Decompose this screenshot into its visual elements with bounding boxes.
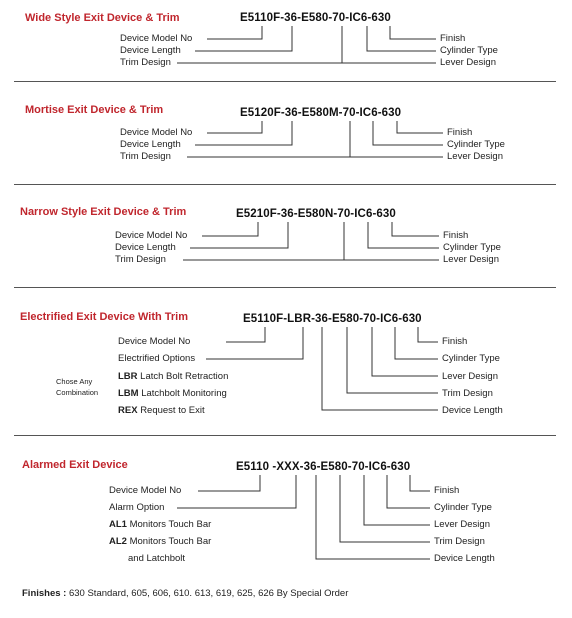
label-lever-design: Lever Design	[440, 57, 496, 68]
label-finish: Finish	[442, 336, 468, 347]
part-number-narrow-style: E5210F-36-E580N-70-IC6-630	[236, 208, 396, 220]
label-device-length: Device Length	[442, 405, 503, 416]
part-number-wide-style: E5110F-36-E580-70-IC6-630	[240, 12, 391, 24]
label-lever-design: Lever Design	[434, 519, 490, 530]
option-continuation: and Latchbolt	[128, 553, 186, 564]
option-code: AL1	[109, 519, 127, 530]
option-text: Monitors Touch Bar	[129, 519, 212, 530]
label-lever-design: Lever Design	[443, 254, 499, 265]
option-text: Request to Exit	[140, 405, 205, 416]
label-device-model-no: Device Model No	[109, 485, 182, 496]
label-cylinder-type: Cylinder Type	[447, 139, 505, 150]
label-device-length: Device Length	[120, 45, 181, 56]
finishes-label: Finishes :	[22, 588, 67, 599]
label-finish: Finish	[440, 33, 466, 44]
section-title-mortise: Mortise Exit Device & Trim	[25, 104, 164, 116]
option-text: Latchbolt Monitoring	[141, 388, 227, 399]
part-number-mortise: E5120F-36-E580M-70-IC6-630	[240, 107, 402, 119]
option-text: Latch Bolt Retraction	[140, 371, 229, 382]
finishes-note	[22, 588, 348, 599]
option-code: LBM	[118, 388, 139, 399]
option-code: AL2	[109, 536, 127, 547]
label-device-length: Device Length	[434, 553, 495, 564]
label-finish: Finish	[443, 230, 469, 241]
part-number-electrified: E5110F-LBR-36-E580-70-IC6-630	[243, 313, 422, 325]
label-device-length: Device Length	[115, 242, 176, 253]
label-trim-design: Trim Design	[120, 151, 171, 162]
part-number-alarmed: E5110 -XXX-36-E580-70-IC6-630	[236, 461, 411, 473]
label-cylinder-type: Cylinder Type	[443, 242, 501, 253]
label-electrified-options: Electrified Options	[118, 353, 196, 364]
section-title-narrow-style: Narrow Style Exit Device & Trim	[20, 206, 187, 218]
label-trim-design: Trim Design	[115, 254, 166, 265]
label-device-model-no: Device Model No	[118, 336, 191, 347]
section-title-alarmed: Alarmed Exit Device	[22, 459, 128, 471]
label-device-model-no: Device Model No	[120, 127, 193, 138]
label-alarm-option: Alarm Option	[109, 502, 165, 513]
note-chose-any: Chose Any	[56, 377, 93, 386]
label-lever-design: Lever Design	[442, 371, 498, 382]
section-title-wide-style: Wide Style Exit Device & Trim	[25, 12, 180, 24]
label-finish: Finish	[434, 485, 460, 496]
label-cylinder-type: Cylinder Type	[442, 353, 500, 364]
option-code: LBR	[118, 371, 138, 382]
label-cylinder-type: Cylinder Type	[434, 502, 492, 513]
label-cylinder-type: Cylinder Type	[440, 45, 498, 56]
option-code: REX	[118, 405, 138, 416]
label-device-model-no: Device Model No	[115, 230, 188, 241]
note-combination: Combination	[56, 388, 99, 397]
label-trim-design: Trim Design	[442, 388, 493, 399]
label-finish: Finish	[447, 127, 473, 138]
label-device-model-no: Device Model No	[120, 33, 193, 44]
label-trim-design: Trim Design	[120, 57, 171, 68]
label-device-length: Device Length	[120, 139, 181, 150]
option-text: Monitors Touch Bar	[129, 536, 212, 547]
section-title-electrified: Electrified Exit Device With Trim	[20, 311, 189, 323]
label-trim-design: Trim Design	[434, 536, 485, 547]
label-lever-design: Lever Design	[447, 151, 503, 162]
finishes-text: 630 Standard, 605, 606, 610. 613, 619, 625, 626 By Special Order	[68, 588, 349, 599]
